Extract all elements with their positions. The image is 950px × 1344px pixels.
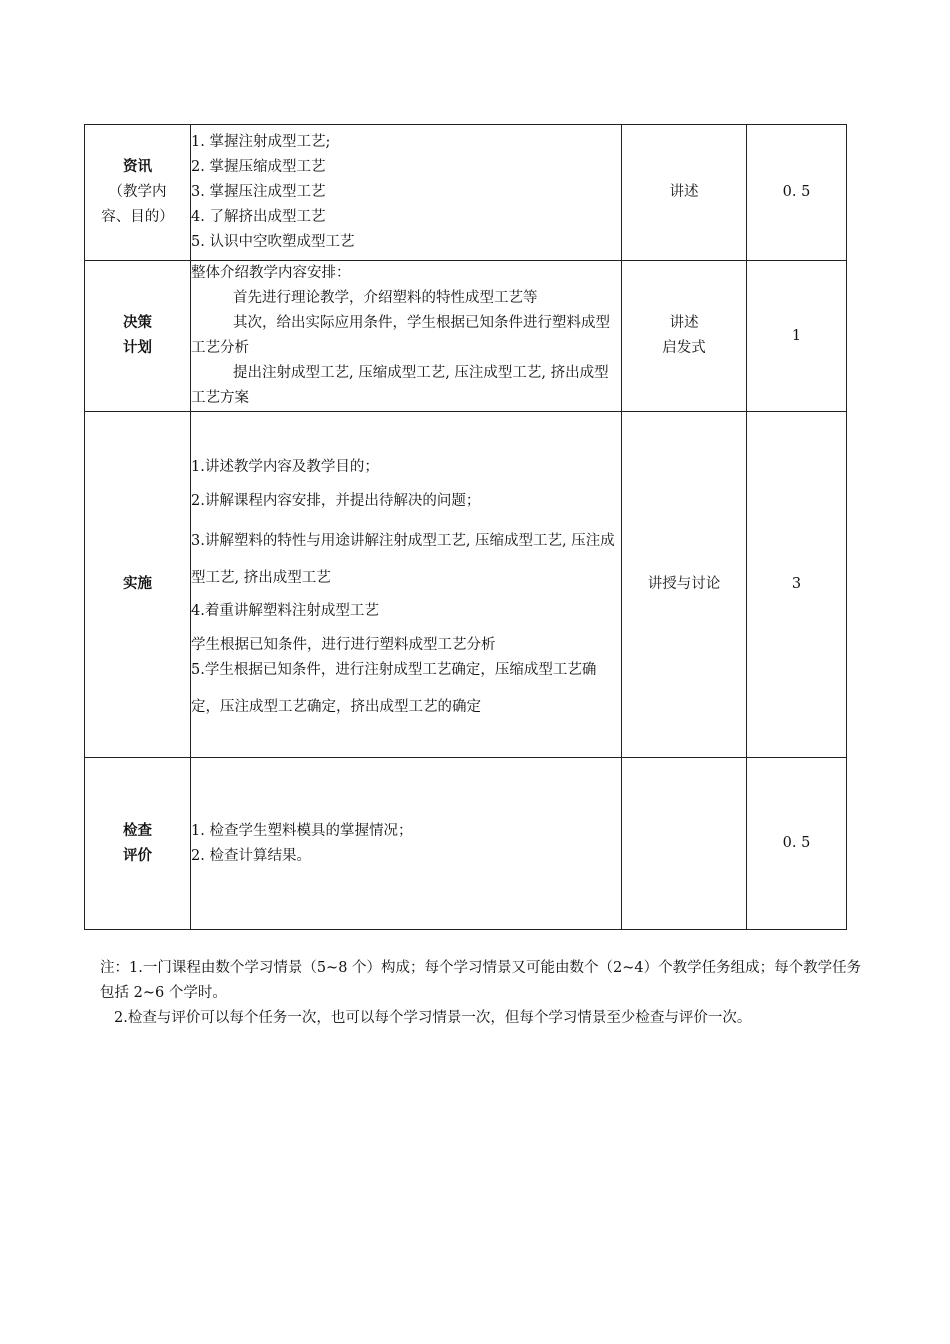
content-line: 2. 检查计算结果。 <box>191 847 311 864</box>
content-line: 1.讲述教学内容及教学目的； <box>191 459 379 475</box>
method-cell <box>622 261 747 412</box>
stage-label: 资讯 <box>123 159 152 175</box>
method-line: 启发式 <box>662 340 706 356</box>
stage-label: 检查 <box>123 822 152 839</box>
content-line: 5. 认识中空吹塑成型工艺 <box>191 234 355 250</box>
hours-cell: 1 <box>747 261 847 412</box>
hours-cell: 0. 5 <box>747 758 847 930</box>
footnote-1: 注：1.一门课程由数个学习情景（5~8 个）构成；每个学习情景又可能由数个（2~4）个教学任务组成；每个教学任务包括 2~6 个学时。 <box>100 960 862 1001</box>
method-cell: 讲授与讨论 <box>622 412 747 758</box>
method-cell: 讲述 <box>622 125 747 261</box>
method-line: 讲述 <box>669 315 699 331</box>
content-line: 3.讲解塑料的特性与用途讲解注射成型工艺, 压缩成型工艺, 压注成型工艺, 挤出成型工艺 <box>191 533 615 586</box>
content-cell-info <box>191 125 622 261</box>
content-line: 1. 检查学生塑料模具的掌握情况； <box>191 822 413 839</box>
stage-cell-info <box>85 125 191 261</box>
stage-label: 决策 <box>123 315 152 331</box>
method-cell <box>622 758 747 930</box>
content-line: 整体介绍教学内容安排： <box>191 265 351 281</box>
content-line: 3. 掌握压注成型工艺 <box>191 184 326 200</box>
hours-cell: 3 <box>747 412 847 758</box>
stage-cell-implementation: 实施 <box>85 412 191 758</box>
stage-sublabel: 容、目的） <box>101 209 174 225</box>
content-line: 1. 掌握注射成型工艺; <box>191 134 331 150</box>
content-cell-implementation <box>191 412 622 758</box>
footnote-2: 2.检查与评价可以每个任务一次，也可以每个学习情景一次，但每个学习情景至少检查与评价一次。 <box>114 1010 752 1026</box>
hours-cell: 0. 5 <box>747 125 847 261</box>
stage-cell-evaluation <box>85 758 191 930</box>
table-row-evaluation <box>85 758 847 930</box>
content-line: 2. 掌握压缩成型工艺 <box>191 159 326 175</box>
stage-label: 计划 <box>123 340 152 356</box>
content-line: 4. 了解挤出成型工艺 <box>191 209 326 225</box>
stage-label: 评价 <box>123 847 152 864</box>
stage-cell-planning <box>85 261 191 412</box>
teaching-plan-table <box>84 124 847 930</box>
table-row-info <box>85 125 847 261</box>
footnotes <box>100 956 870 1031</box>
table-row-implementation <box>85 412 847 758</box>
content-line: 其次，给出实际应用条件，学生根据已知条件进行塑料成型工艺分析 <box>191 315 610 356</box>
content-cell-planning <box>191 261 622 412</box>
content-line: 提出注射成型工艺, 压缩成型工艺, 压注成型工艺, 挤出成型工艺方案 <box>191 365 609 406</box>
content-line: 5.学生根据已知条件，进行注射成型工艺确定，压缩成型工艺确定，压注成型工艺确定，挤出成型工艺的确定 <box>191 662 597 715</box>
content-line: 学生根据已知条件，进行进行塑料成型工艺分析 <box>191 637 496 653</box>
stage-sublabel: （教学内 <box>108 184 167 200</box>
table-row-planning <box>85 261 847 412</box>
content-line: 4.着重讲解塑料注射成型工艺 <box>191 603 379 619</box>
content-cell-evaluation <box>191 758 622 930</box>
content-line: 首先进行理论教学，介绍塑料的特性成型工艺等 <box>233 290 538 306</box>
content-line: 2.讲解课程内容安排，并提出待解决的问题； <box>191 493 481 509</box>
